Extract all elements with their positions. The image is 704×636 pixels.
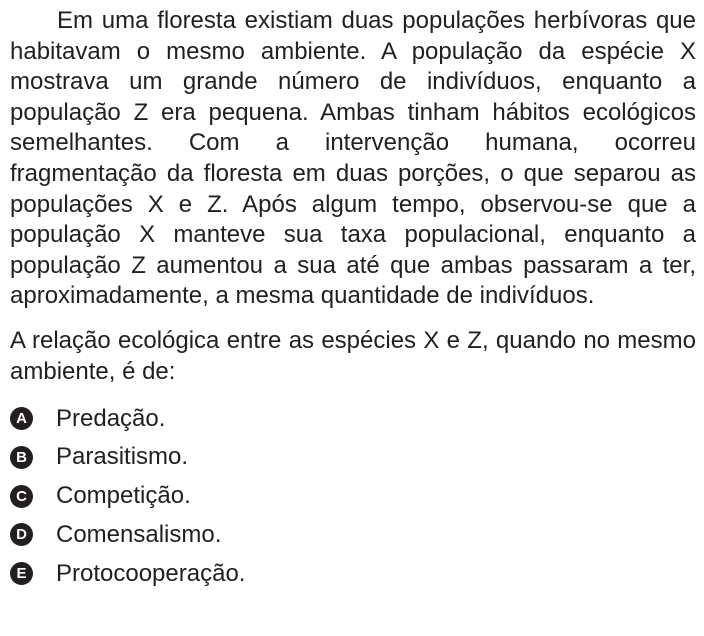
option-d[interactable] <box>10 516 696 555</box>
answer-options <box>10 399 696 593</box>
option-e-text: Protocooperação. <box>56 559 246 587</box>
option-c[interactable] <box>10 477 696 516</box>
option-b[interactable] <box>10 438 696 477</box>
option-d-letter-badge: D <box>10 523 33 546</box>
option-a[interactable] <box>10 399 696 438</box>
option-b-text: Parasitismo. <box>56 443 189 471</box>
option-c-text: Competição. <box>56 482 191 510</box>
option-d-text: Comensalismo. <box>56 520 222 548</box>
option-a-text: Predação. <box>56 404 166 432</box>
question-stem <box>10 6 696 387</box>
stem-paragraph-context: Em uma floresta existiam duas populações herbívoras que habitavam o mesmo ambiente. A população da espécie X mostrava um grande número de indivíduos, enquanto a população Z era pequena. Ambas tinham hábitos ecológicos semelhantes. Com a intervenção humana, ocorreu fragmentação da floresta em duas porções, o que separou as populações X e Z. Após algum tempo, observou-se que a população X manteve sua taxa populacional, enquanto a população Z aumentou a sua até que ambas passaram a ter, aproximadamente, a mesma quantidade de indivíduos. <box>10 7 696 310</box>
stem-paragraph-command: A relação ecológica entre as espécies X e Z, quando no mesmo ambiente, é de: <box>10 326 696 385</box>
option-e[interactable] <box>10 554 696 593</box>
option-e-letter-badge: E <box>10 562 33 585</box>
option-b-letter-badge: B <box>10 446 33 469</box>
option-c-letter-badge: C <box>10 485 33 508</box>
option-a-letter-badge: A <box>10 407 33 430</box>
question-block <box>10 6 696 593</box>
